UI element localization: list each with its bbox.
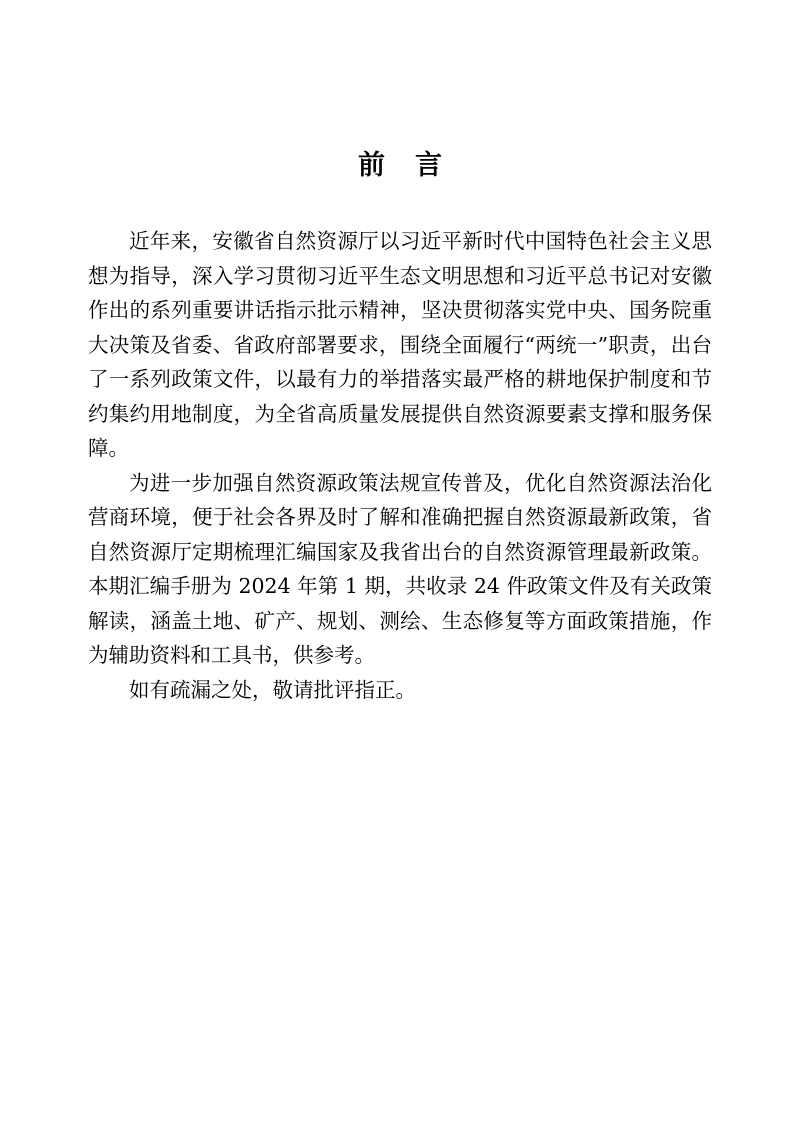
paragraph-1: 近年来，安徽省自然资源厅以习近平新时代中国特色社会主义思想为指导，深入学习贯彻习近平生态文明思想和习近平总书记对安徽作出的系列重要讲话指示批示精神，坚决贯彻落实党中央、国务院重大决策及省委、省政府部署要求，围绕全面履行“两统一”职责，出台了一系列政策文件，以最有力的举措落实最严格的耕地保护制度和节约集约用地制度，为全省高质量发展提供自然资源要素支撑和服务保障。	[88, 229, 712, 460]
preface-body	[88, 224, 712, 707]
paragraph-2: 为进一步加强自然资源政策法规宣传普及，优化自然资源法治化营商环境，便于社会各界及时了解和准确把握自然资源最新政策，省自然资源厅定期梳理汇编国家及我省出台的自然资源管理最新政策。本期汇编手册为 2024 年第 1 期，共收录 24 件政策文件及有关政策解读，涵盖土地、矿产、规划、测绘、生态修复等方面政策措施，作为辅助资料和工具书，供参考。	[88, 470, 712, 667]
paragraph-3: 如有疏漏之处，敬请批评指正。	[129, 677, 416, 702]
page-title: 前言	[358, 150, 472, 181]
